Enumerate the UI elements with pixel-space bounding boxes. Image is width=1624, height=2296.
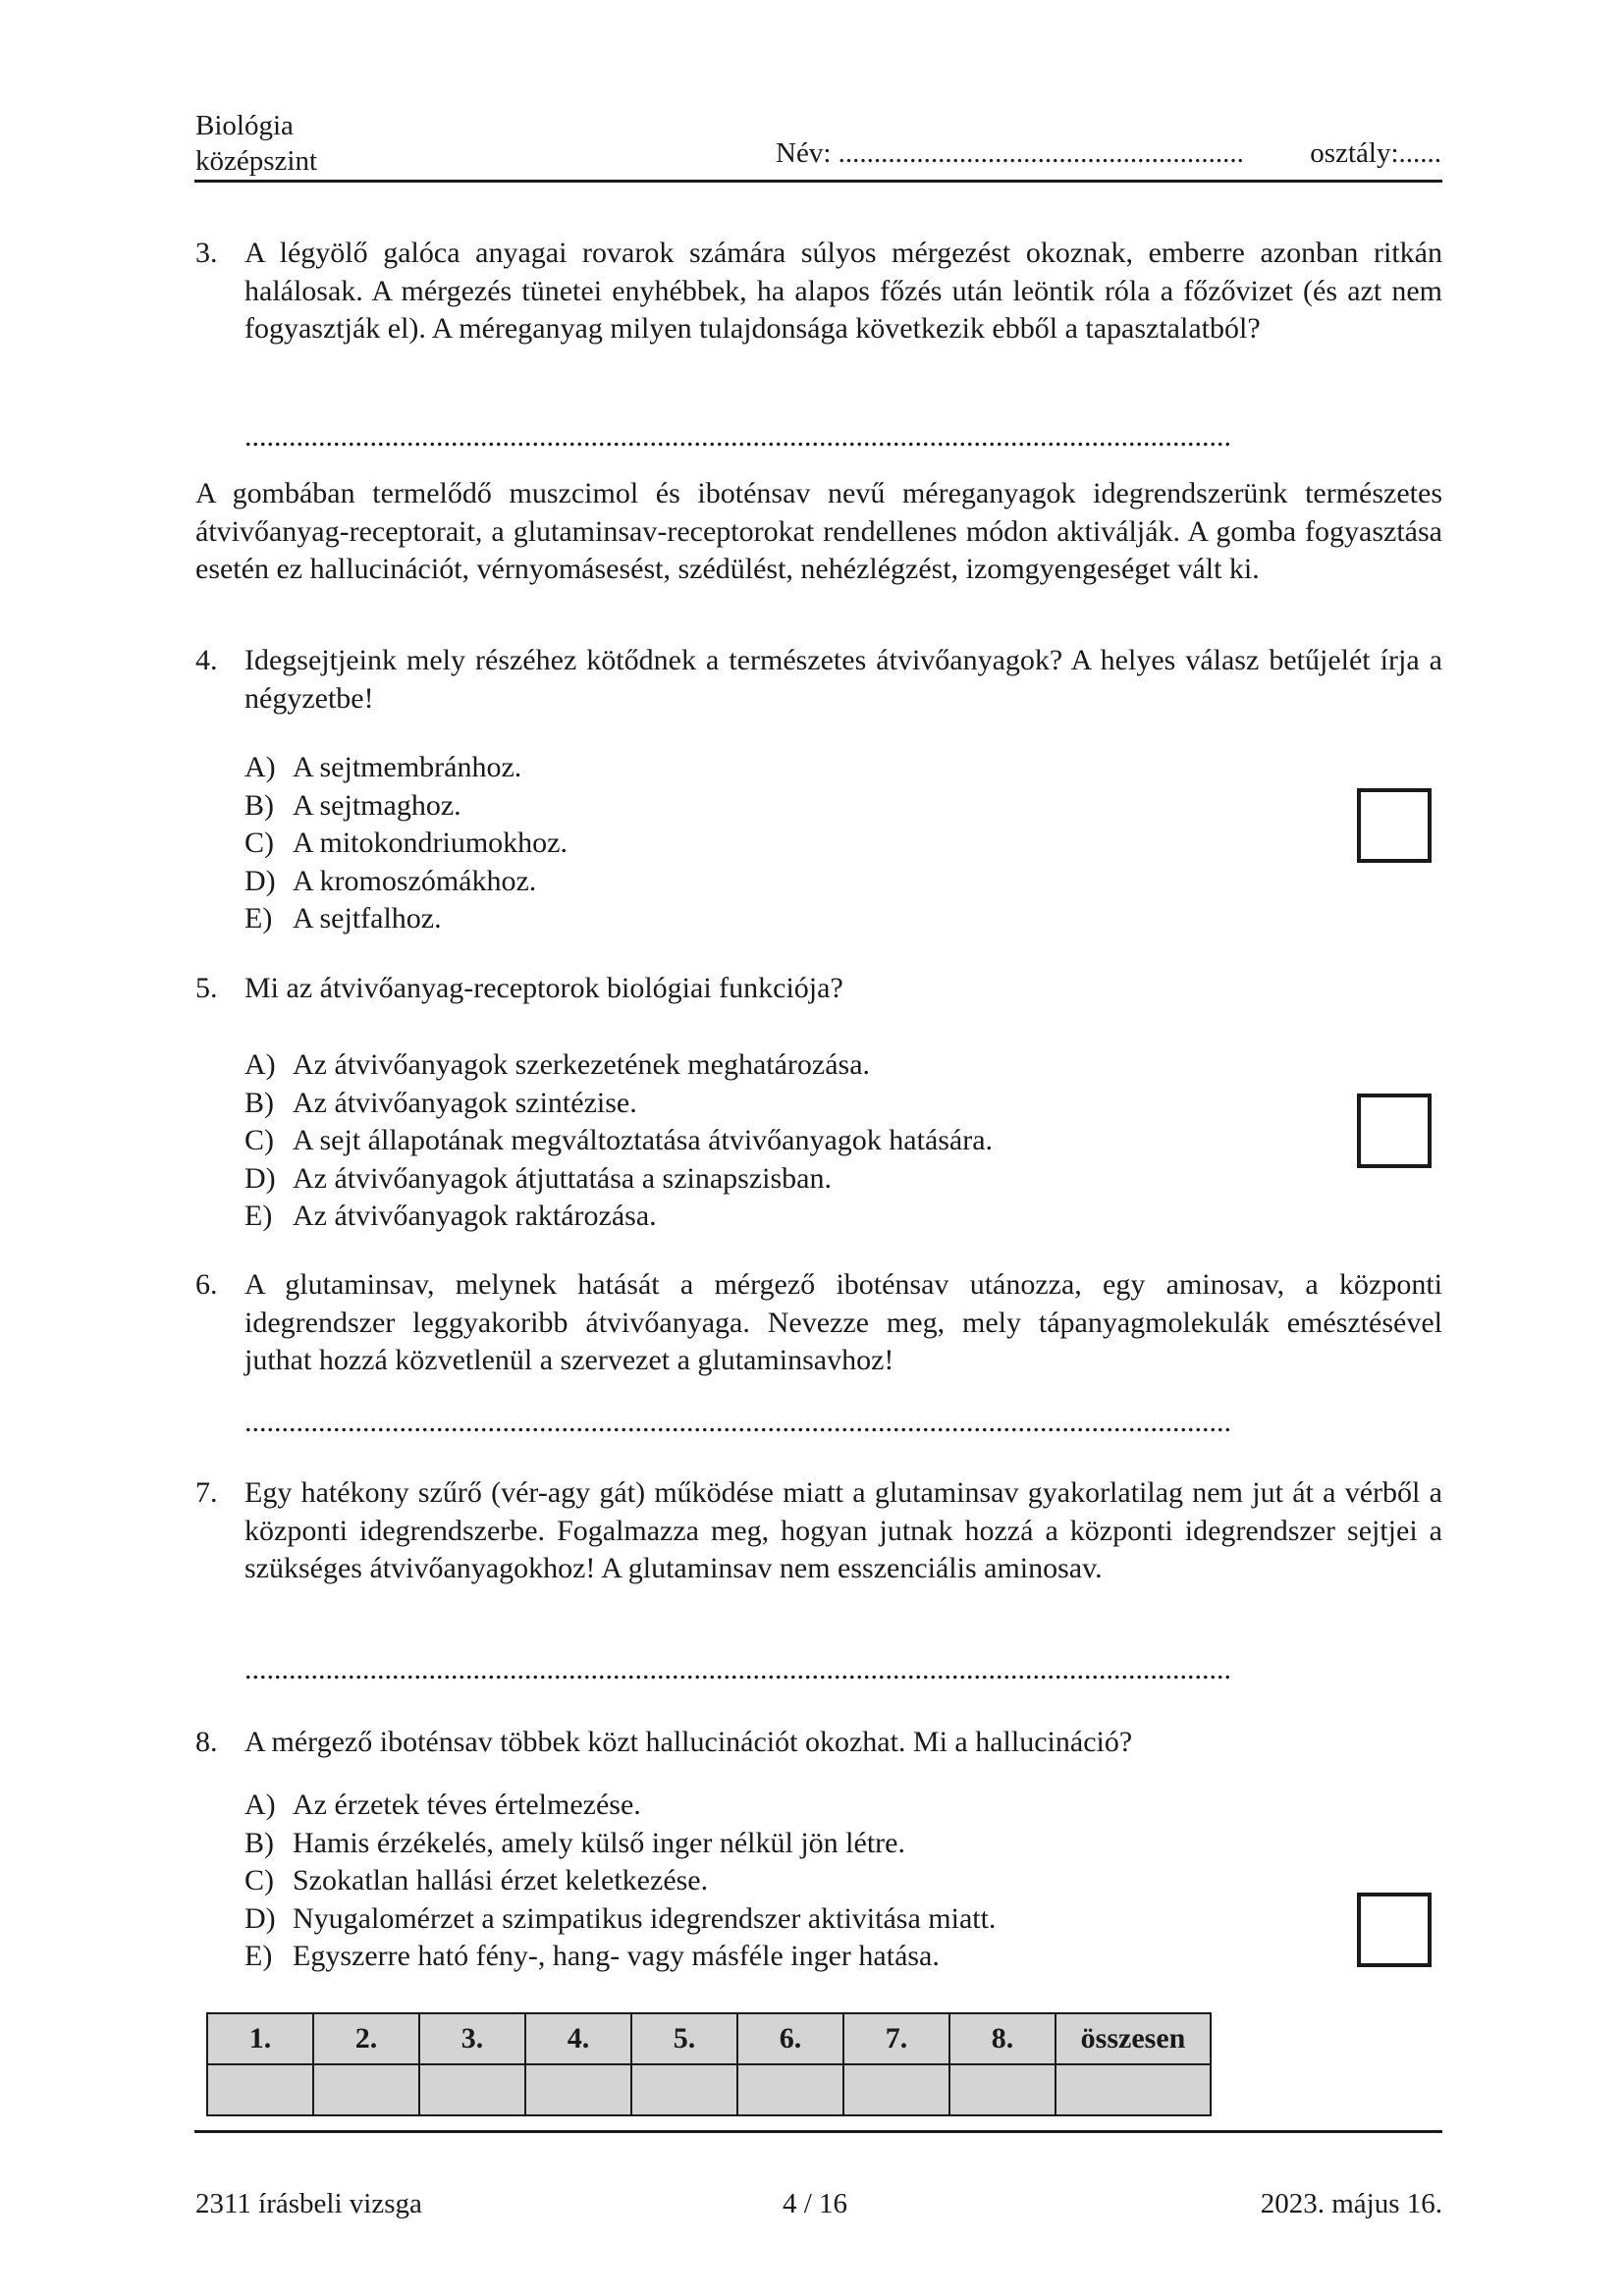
- q8-number: 8.: [195, 1726, 218, 1758]
- q6-number: 6.: [195, 1268, 218, 1301]
- q5-option-c: C) A sejt állapotának megváltoztatása átvivőanyagok hatására.: [244, 1124, 994, 1156]
- footer-date: 2023. május 16.: [1260, 2188, 1442, 2219]
- q5-option-e: E) Az átvivőanyagok raktározása.: [244, 1200, 657, 1232]
- q8-option-d: D) Nyugalomérzet a szimpatikus idegrendszer aktivitása miatt.: [244, 1901, 997, 1935]
- q8-option-b: B) Hamis érzékelés, amely külső inger nélkül jön létre.: [244, 1826, 905, 1859]
- name-field[interactable]: Név: .........................................................: [776, 137, 1244, 169]
- q8-option-a: A) Az érzetek téves értelmezése.: [244, 1789, 641, 1821]
- score-cell-2[interactable]: [313, 2064, 419, 2115]
- footer-page-number: 4 / 16: [783, 2188, 848, 2219]
- q5-option-b: B) Az átvivőanyagok szintézise.: [244, 1086, 637, 1119]
- score-header-1: 1.: [207, 2013, 313, 2064]
- q8-text: A mérgező iboténsav többek közt hallucinációt okozhat. Mi a hallucináció?: [244, 1726, 1133, 1758]
- header-name-class: [776, 135, 1441, 171]
- score-header-7: 7.: [843, 2013, 949, 2064]
- score-cell-5[interactable]: [631, 2064, 737, 2115]
- q5-option-a: A) Az átvivőanyagok szerkezetének meghatározása.: [244, 1048, 871, 1081]
- q5-text: Mi az átvivőanyag-receptorok biológiai funkciója?: [244, 972, 843, 1004]
- score-header-5: 5.: [631, 2013, 737, 2064]
- q6-text: A glutaminsav, melynek hatását a mérgező iboténsav utánozza, egy aminosav, a központi idegrendszer leggyakoribb átvivőanyaga. Nevezze meg, mely tápanyagmolekulák emésztésével juthat hozzá közvetlenül a szervezet a glutaminsavhoz!: [244, 1268, 1442, 1376]
- q5-answer-box[interactable]: [1357, 1094, 1432, 1168]
- q7-number: 7.: [195, 1476, 218, 1509]
- q3-text: A légyölő galóca anyagai rovarok számára súlyos mérgezést okoznak, emberre azonban ritkán halálosak. A mérgezés tünetei enyhébbek, ha alapos főzés után leöntik róla a főzővizet (és azt nem fogyasztják el). A méreganyag milyen tulajdonsága következik ebből a tapasztalatból?: [244, 237, 1442, 345]
- header-subject-block: [195, 108, 317, 179]
- intro-paragraph: A gombában termelődő muszcimol és iboténsav nevű méreganyagok idegrendszerünk természetes átvivőanyag-receptorait, a glutaminsav-receptorokat rendellenes módon aktiválják. A gomba fogyasztása esetén ez hallucinációt, vérnyomásesést, szédülést, nehézlégzést, izomgyengeséget vált ki.: [195, 477, 1442, 585]
- q8-options: [244, 1787, 996, 1976]
- score-cell-7[interactable]: [843, 2064, 949, 2115]
- footer-rule: [194, 2130, 1442, 2133]
- q3-answer-line[interactable]: ......................................................................................................................................: [244, 422, 1231, 452]
- score-cell-3[interactable]: [419, 2064, 525, 2115]
- q5-option-d: D) Az átvivőanyagok átjuttatása a szinapszisban.: [244, 1161, 832, 1195]
- score-cell-8[interactable]: [949, 2064, 1056, 2115]
- q3-number: 3.: [195, 237, 218, 269]
- score-header-8: 8.: [949, 2013, 1056, 2064]
- score-table: [206, 2012, 1212, 2116]
- q8-option-e: E) Egyszerre ható fény-, hang- vagy másféle inger hatása.: [244, 1940, 940, 1972]
- score-header-2: 2.: [313, 2013, 419, 2064]
- score-table-value-row: [207, 2064, 1211, 2115]
- q4-answer-box[interactable]: [1357, 788, 1432, 863]
- header-subject: Biológia: [195, 110, 294, 141]
- q4-option-d: D) A kromoszómákhoz.: [244, 864, 537, 897]
- q4-options: [244, 749, 568, 938]
- q7-answer-line[interactable]: ......................................................................................................................................: [244, 1655, 1231, 1684]
- class-field[interactable]: osztály:......: [1310, 137, 1441, 169]
- header-rule: [194, 180, 1442, 183]
- q8-answer-box[interactable]: [1357, 1893, 1432, 1967]
- footer-exam: 2311 írásbeli vizsga: [195, 2188, 422, 2219]
- header-level: középszint: [195, 145, 318, 177]
- q4-option-a: A) A sejtmembránhoz.: [244, 751, 522, 783]
- q4-number: 4.: [195, 644, 218, 676]
- score-cell-total[interactable]: [1056, 2064, 1211, 2115]
- score-cell-6[interactable]: [737, 2064, 843, 2115]
- score-header-3: 3.: [419, 2013, 525, 2064]
- score-header-total: összesen: [1056, 2013, 1211, 2064]
- q4-option-c: C) A mitokondriumokhoz.: [244, 827, 568, 859]
- score-header-6: 6.: [737, 2013, 843, 2064]
- q5-options: [244, 1046, 993, 1236]
- q6-answer-line[interactable]: ......................................................................................................................................: [244, 1408, 1231, 1437]
- q5-number: 5.: [195, 972, 218, 1004]
- q8-option-c: C) Szokatlan hallási érzet keletkezése.: [244, 1864, 709, 1896]
- score-cell-4[interactable]: [525, 2064, 631, 2115]
- q7-text: Egy hatékony szűrő (vér-agy gát) működése miatt a glutaminsav gyakorlatilag nem jut át a vérből a központi idegrendszerbe. Fogalmazza meg, hogyan jutnak hozzá a központi idegrendszer sejtjei a szükséges átvivőanyagokhoz! A glutaminsav nem esszenciális aminosav.: [244, 1476, 1442, 1584]
- q4-option-e: E) A sejtfalhoz.: [244, 902, 442, 934]
- score-cell-1[interactable]: [207, 2064, 313, 2115]
- score-table-header-row: [207, 2013, 1211, 2064]
- score-header-4: 4.: [525, 2013, 631, 2064]
- q4-option-b: B) A sejtmaghoz.: [244, 788, 461, 822]
- q4-text: Idegsejtjeink mely részéhez kötődnek a természetes átvivőanyagok? A helyes válasz betűjelét írja a négyzetbe!: [244, 644, 1442, 715]
